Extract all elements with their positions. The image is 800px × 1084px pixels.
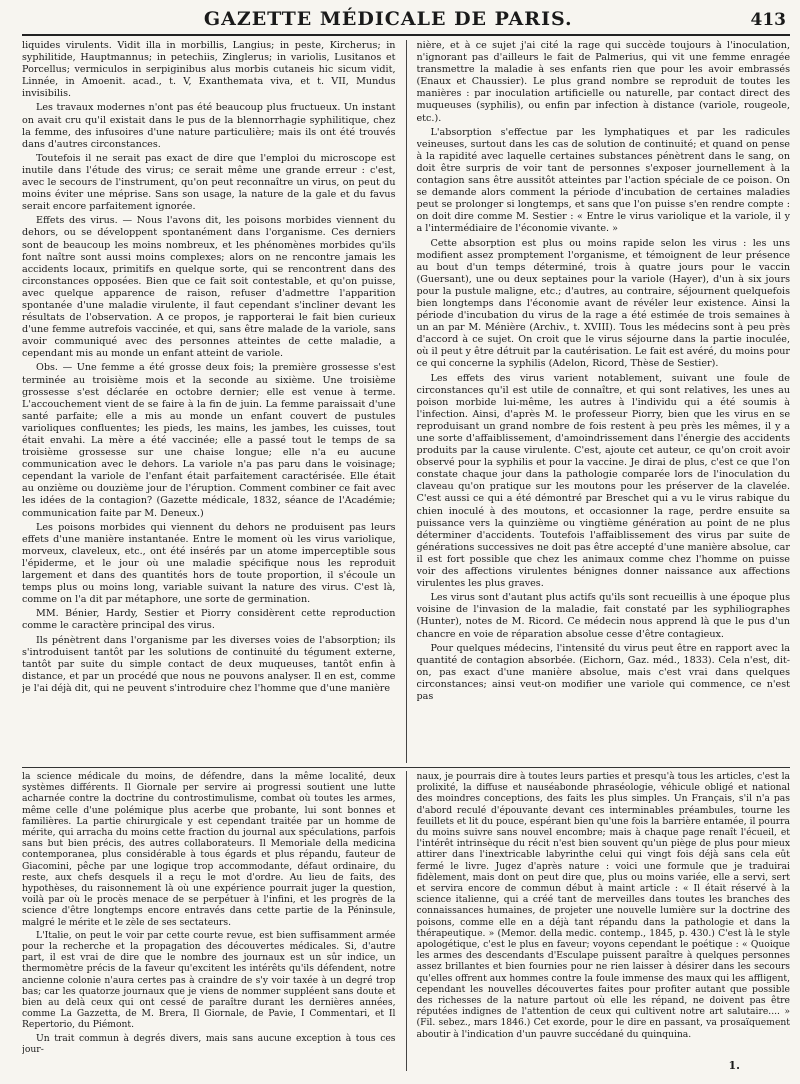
section-rule	[22, 767, 790, 768]
paragraph: la science médicale du moins, de défendre, dans la même localité, deux systèmes différents. Il Giornale per servire ai progressi soutient une lutte acharnée contre la doctrine du controstimulisme, combat où toutes les armes, même celle d'une polémique plus acerbe que probante, lui sont bonnes et familières. La partie chirurgicale y est cependant traitée par un homme de mérite, qui arracha du moins cette fraction du journal aux spéculations, parfois sans but bien précis, des autres collaborateurs. Il Memoriale della medicina contemporanea, plus considérable à tous égards et plus répandu, fauteur de Giacomini, pêche par une logique trop accommodante, défaut ordinaire, du reste, aux chefs desquels il a reçu le mot d'ordre. Au lieu de faits, des hypothèses, du raisonnement là où une expérience pourrait juger la question, voilà par où le procès menace de se perpétuer à l'infini, et les progrès de la science d'être longtemps encore entravés dans cette partie de la Péninsule, malgré le mérite et le zèle de ses sectateurs.	[22, 771, 396, 928]
paragraph: Les travaux modernes n'ont pas été beaucoup plus fructueux. Un instant on avait cru qu'il existait dans le pus de la blennorrhagie syphilitique, chez la femme, des infusoires d'une nature particulière; mais ils ont été trouvés dans d'autres circonstances.	[22, 102, 396, 150]
column-divider	[406, 40, 407, 763]
paragraph: naux, je pourrais dire à toutes leurs parties et presqu'à tous les articles, c'est la prolixité, la diffuse et nauséabonde phraséologie, véhicule obligé et national des moindres conceptions, des faits les plus simples. Un Français, s'il n'a pas d'abord reculé d'épouvante devant ces interminables préambules, tourne les feuillets et lit du pouce, espérant bien qu'une fois la barrière entamée, il pourra du moins suivre sans nouvel encombre; mais à chaque page renaît l'écueil, et l'intérêt intrinsèque du récit n'est bien souvent qu'un piège de plus pour mieux attirer dans l'inextricable labyrinthe celui qui vingt fois déjà sans cela eût fermé le livre. Jugez d'après nature : voici une formule que je traduirai fidèlement, mais dont on peut dire que, plus ou moins variée, elle a servi, sert et servira encore de commun début à maint article : « Il était réservé à la science italienne, qui a créé tant de merveilles dans toutes les branches des connaissances humaines, de projeter une nouvelle lumière sur la doctrine des poisons, comme elle en a déjà tant répandu dans la pathologie et dans la thérapeutique. » (Memor. della medic. contemp., 1845, p. 430.) C'est là le style apologétique, c'est le plus en faveur; voyons cependant le poétique : « Quoique les armes des descendants d'Esculape puissent paraître à quelques personnes assez brillantes et bien fournies pour ne rien laisser à désirer dans les secours qu'elles offrent aux hommes contre la foule immense des maux qui les affligent, cependant les nouvelles découvertes faites pour profiter autant que possible des richesses de la nature partout où elle les répand, ne doivent pas être réputées indignes de l'attention de ceux qui cultivent notre art salutaire.... » (Fil. sebez., mars 1846.) Cet exorde, pour le dire en passant, va prosaïquement aboutir à l'indication d'un pauvre succédané du quinquina.	[416, 771, 790, 1040]
page	[22, 8, 790, 1078]
paragraph: nière, et à ce sujet j'ai cité la rage qui succède toujours à l'inoculation, n'ignorant pas d'ailleurs le fait de Palmerius, qui vit une femme enragée transmettre la maladie à ses enfants rien que pour les avoir embrassés (Enaux et Chaussier). Le plus grand nombre se reproduit de toutes les manières : par inoculation artificielle ou naturelle, par contact direct des muqueuses (syphilis), ou enfin par infection à distance (variole, rougeole, etc.).	[416, 40, 790, 124]
paragraph: Un trait commun à degrés divers, mais sans aucune exception à tous ces jour-	[22, 1032, 396, 1055]
upper-article	[22, 40, 790, 763]
lower-article	[22, 771, 790, 1071]
paragraph: Pour quelques médecins, l'intensité du virus peut être en rapport avec la quantité de contagion absorbée. (Eichorn, Gaz. méd., 1833). Cela n'est, dit-on, pas exact d'une manière absolue, mais c'est vrai dans quelques circonstances; ainsi veut-on modifier une variole qui commence, ce n'est pas	[416, 642, 790, 702]
column-divider	[406, 771, 407, 1071]
paragraph: Cette absorption est plus ou moins rapide selon les virus : les uns modifient assez promptement l'organisme, et témoignent de leur présence au bout d'un temps déterminé, trois à quatre jours pour le vaccin (Guersant), une ou deux septaines pour la variole (Hayer), d'un à six jours pour la pustule maligne, etc.; d'autres, au contraire, séjournent quelquefois bien longtemps dans l'économie avant de révéler leur existence. Ainsi la période d'incubation du virus de la rage a été estimée de trois semaines à un an par M. Ménière (Archiv., t. XVIII). Tous les médecins sont à peu près d'accord à ce sujet. On croit que le virus séjourne dans la partie inoculée, où il peut y être détruit par la cautérisation. Le fait est avéré, du moins pour ce qui concerne la syphilis (Adelon, Ricord, Thèse de Sestier).	[416, 237, 790, 370]
paragraph: Les virus sont d'autant plus actifs qu'ils sont recueillis à une époque plus voisine de l'invasion de la maladie, fait constaté par les syphiliographes (Hunter), notes de M. Ricord. Ce médecin nous apprend là que le pus d'un chancre en voie de réparation absolue cesse d'être contagieux.	[416, 592, 790, 640]
paragraph: Toutefois il ne serait pas exact de dire que l'emploi du microscope est inutile dans l'étude des virus; ce serait même une grande erreur : c'est, avec le secours de l'instrument, qu'on peut reconnaître un virus, on peut du moins éviter une méprise. Sans son usage, la nature de la gale et du favus serait encore parfaitement ignorée.	[22, 152, 396, 213]
lower-left-column	[22, 771, 396, 1071]
signature-mark: 1.	[728, 1059, 740, 1072]
page-header	[22, 8, 790, 36]
paragraph: Les poisons morbides qui viennent du dehors ne produisent pas leurs effets d'une manière instantanée. Entre le moment où les virus variolique, morveux, claveleux, etc., ont été insérés par un atome imperceptible sous l'épiderme, et le jour où une maladie spécifique nous les reproduit largement et dans des quantités hors de toute proportion, il s'écoule un temps plus ou moins long, variable suivant la nature des virus. C'est là, comme on l'a dit par métaphore, une sorte de germination.	[22, 521, 396, 606]
paragraph: L'absorption s'effectue par les lymphatiques et par les radicules veineuses, surtout dans les cas de solution de continuité; et quand on pense à la rapidité avec laquelle certaines substances pénètrent dans le sang, on doit être surpris de voir tant de personnes s'exposer journellement à la contagion sans être aussitôt atteintes par l'action spéciale de ce poison. On se demande alors comment la période d'incubation de certaines maladies peut se prolonger si longtemps, et sans que l'on puisse s'en rendre compte : on doit dire comme M. Sestier : « Entre le virus variolique et la variole, il y a l'intermédiaire de l'économie vivante. »	[416, 126, 790, 235]
paragraph: Les effets des virus varient notablement, suivant une foule de circonstances qu'il est utile de connaître, et qui sont relatives, les unes au poison morbide lui-même, les autres à l'individu qui a été soumis à l'infection. Ainsi, d'après M. le professeur Piorry, bien que les virus en se reproduisant un grand nombre de fois restent à peu près les mêmes, il y a une sorte d'affaiblissement, d'amoindrissement dans l'énergie des accidents produits par la cause virulente. C'est, ajoute cet auteur, ce qu'on croit avoir observé pour la syphilis et pour la vaccine. Je dirai de plus, c'est ce que l'on constate chaque jour dans la pathologie comparée lors de l'inoculation du claveau qu'on pratique sur les moutons pour les préserver de la clavelée. C'est aussi ce qui a été démontré par Breschet qui a vu le virus rabique du chien inoculé à des moutons, et occasionner la rage, perdre ensuite sa puissance vers la quinzième ou vingtième génération au point de ne plus déterminer d'accidents. Toutefois l'affaiblissement des virus par suite de générations successives ne doit pas être accepté d'une manière absolue, car il est fort possible que chez les animaux comme chez l'homme on puisse voir des affections virulentes bénignes donner naissance aux affections virulentes les plus graves.	[416, 372, 790, 590]
page-number: 413	[750, 10, 786, 30]
lower-right-column	[417, 771, 791, 1071]
paragraph: Obs. — Une femme a été grosse deux fois; la première grossesse s'est terminée au troisième mois et la seconde au sixième. Une troisième grossesse s'est déclarée en octobre dernier; elle est venue à terme. L'accouchement vient de se faire à la fin de juin. La femme paraissait d'une santé parfaite; elle a mis au monde un enfant couvert de pustules varioliques confluentes; les pieds, les mains, les jambes, les cuisses, tout était envahi. La mère a été vaccinée; elle a passé tout le temps de sa troisième grossesse sur une chaise longue; elle n'a eu aucune communication avec le dehors. La variole n'a pas paru dans le voisinage; cependant la variole de l'enfant était parfaitement caractérisée. Elle était au onzième ou douzième jour de l'éruption. Comment combiner ce fait avec les idées de la contagion? (Gazette médicale, 1832, séance de l'Académie; communication faite par M. Deneux.)	[22, 362, 396, 519]
paragraph: MM. Bénier, Hardy, Sestier et Piorry considèrent cette reproduction comme le caractère principal des virus.	[22, 608, 396, 632]
paragraph: Effets des virus. — Nous l'avons dit, les poisons morbides viennent du dehors, ou se développent spontanément dans l'organisme. Ces derniers sont de beaucoup les moins nombreux, et les phénomènes morbides qu'ils font naître sont aussi moins complexes; alors on ne rencontre jamais les accidents locaux, primitifs en quelque sorte, qui se rencontrent dans des circonstances opposées. Bien que ce fait soit contestable, et qu'on puisse, avec quelque apparence de raison, refuser d'admettre l'apparition spontanée d'une maladie virulente, il faut cependant s'incliner devant les résultats de l'observation. A ce propos, je rapporterai le fait bien curieux d'une femme autrefois vaccinée, et qui, sans être malade de la variole, sans avoir communiqué avec des personnes atteintes de cette maladie, a cependant mis au monde un enfant atteint de variole.	[22, 215, 396, 360]
journal-title: GAZETTE MÉDICALE DE PARIS.	[203, 8, 573, 30]
paragraph: L'Italie, on peut le voir par cette courte revue, est bien suffisamment armée pour la recherche et la propagation des découvertes médicales. Si, d'autre part, il est vrai de dire que le nombre des journaux est un sûr indice, un thermomètre précis de la faveur qu'excitent les intérêts qu'ils défendent, notre ancienne colonie n'aura certes pas à craindre de s'y voir taxée à un degré trop bas; car les quatorze journaux que je viens de nommer suppléent sans doute et bien au delà ceux qui ont cessé de paraître durant les dernières années, comme La Gazzetta, de M. Brera, Il Giornale, de Pavie, I Commentari, et Il Repertorio, du Piémont.	[22, 929, 396, 1031]
upper-left-column	[22, 40, 396, 763]
upper-right-column	[417, 40, 791, 763]
paragraph: liquides virulents. Vidit illa in morbillis, Langius; in peste, Kircherus; in syphilitide, Hauptmannus; in petechiis, Zinglerus; in variolis, Lusitanos et Porcellus; vermiculos in serpiginibus alus morbis cutaneis hic sicum vidit, Linnée, in Amoenit. acad., t. V, Exanthemata viva, et t. VII, Mundus invisibilis.	[22, 40, 396, 100]
paragraph: Ils pénètrent dans l'organisme par les diverses voies de l'absorption; ils s'introduisent tantôt par les solutions de continuité du tégument externe, tantôt par suite du simple contact de deux muqueuses, tantôt enfin à distance, et par un procédé que nous ne pouvons analyser. Il en est, comme je l'ai déjà dit, qui ne peuvent s'introduire chez l'homme que d'une manière	[22, 634, 396, 694]
